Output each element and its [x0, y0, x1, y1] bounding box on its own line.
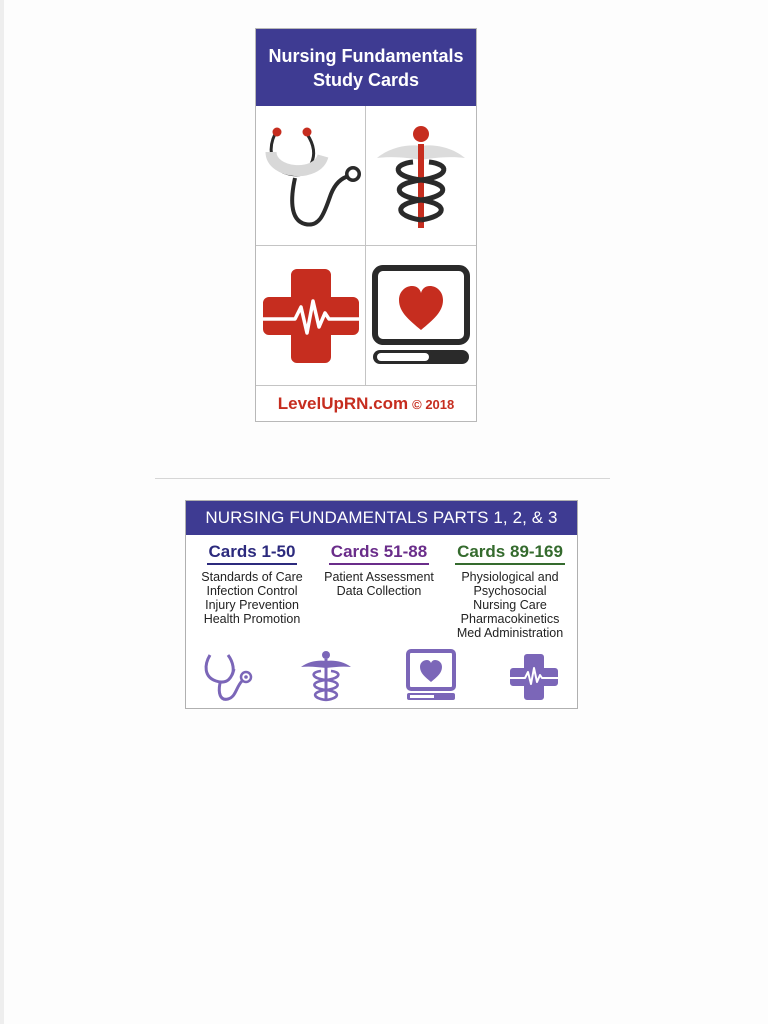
copyright-text: © 2018: [412, 397, 455, 412]
front-card-footer: [256, 386, 476, 421]
heart-monitor-icon: [369, 258, 473, 374]
front-study-card: [255, 28, 477, 422]
column-item: Health Promotion: [203, 612, 301, 626]
grid-cell-heart-monitor: [366, 246, 476, 386]
grid-cell-stethoscope: [256, 106, 366, 246]
column-item: Patient Assessment: [324, 570, 434, 584]
website-text: LevelUpRN.com: [277, 393, 409, 413]
column-title: Cards 51-88: [329, 541, 429, 565]
column-item: Data Collection: [336, 584, 422, 598]
stethoscope-icon: [261, 116, 361, 236]
caduceus-icon: [299, 649, 353, 703]
column-item: Med Administration: [456, 626, 564, 640]
column-title: Cards 89-169: [455, 541, 565, 565]
back-icon-medical-cross: [504, 649, 564, 703]
column-item: Injury Prevention: [205, 598, 299, 612]
column-title: Cards 1-50: [207, 541, 298, 565]
cards-column-2: [316, 541, 442, 598]
back-study-card: [185, 500, 578, 709]
column-item: Pharmacokinetics: [460, 612, 560, 626]
column-items: [316, 570, 442, 598]
front-card-title-line2: Study Cards: [312, 69, 420, 90]
sheet-divider: [155, 478, 610, 479]
front-card-header: [256, 29, 476, 106]
cards-column-1: [192, 541, 312, 626]
cards-column-3: [444, 541, 576, 640]
back-icon-caduceus: [296, 649, 356, 703]
grid-cell-medical-cross: [256, 246, 366, 386]
column-item: Psychosocial: [473, 584, 547, 598]
column-item: Nursing Care: [473, 598, 547, 612]
column-item: Physiological and: [461, 570, 559, 584]
front-card-title-line1: Nursing Fundamentals: [268, 45, 464, 66]
medical-cross-heartbeat-icon: [509, 651, 559, 701]
column-item: Standards of Care: [201, 570, 303, 584]
heart-monitor-icon: [404, 649, 458, 703]
column-item: Infection Control: [206, 584, 298, 598]
back-icon-heart-monitor: [401, 649, 461, 703]
medical-cross-heartbeat-icon: [261, 261, 361, 371]
column-items: [192, 570, 312, 626]
back-card-header: NURSING FUNDAMENTALS PARTS 1, 2, & 3: [186, 501, 577, 535]
back-icon-stethoscope: [198, 649, 258, 703]
scan-edge: [0, 0, 4, 1024]
stethoscope-icon: [200, 649, 256, 703]
column-items: [444, 570, 576, 640]
caduceus-icon: [371, 116, 471, 236]
grid-cell-caduceus: [366, 106, 476, 246]
front-icon-grid: [256, 106, 476, 386]
